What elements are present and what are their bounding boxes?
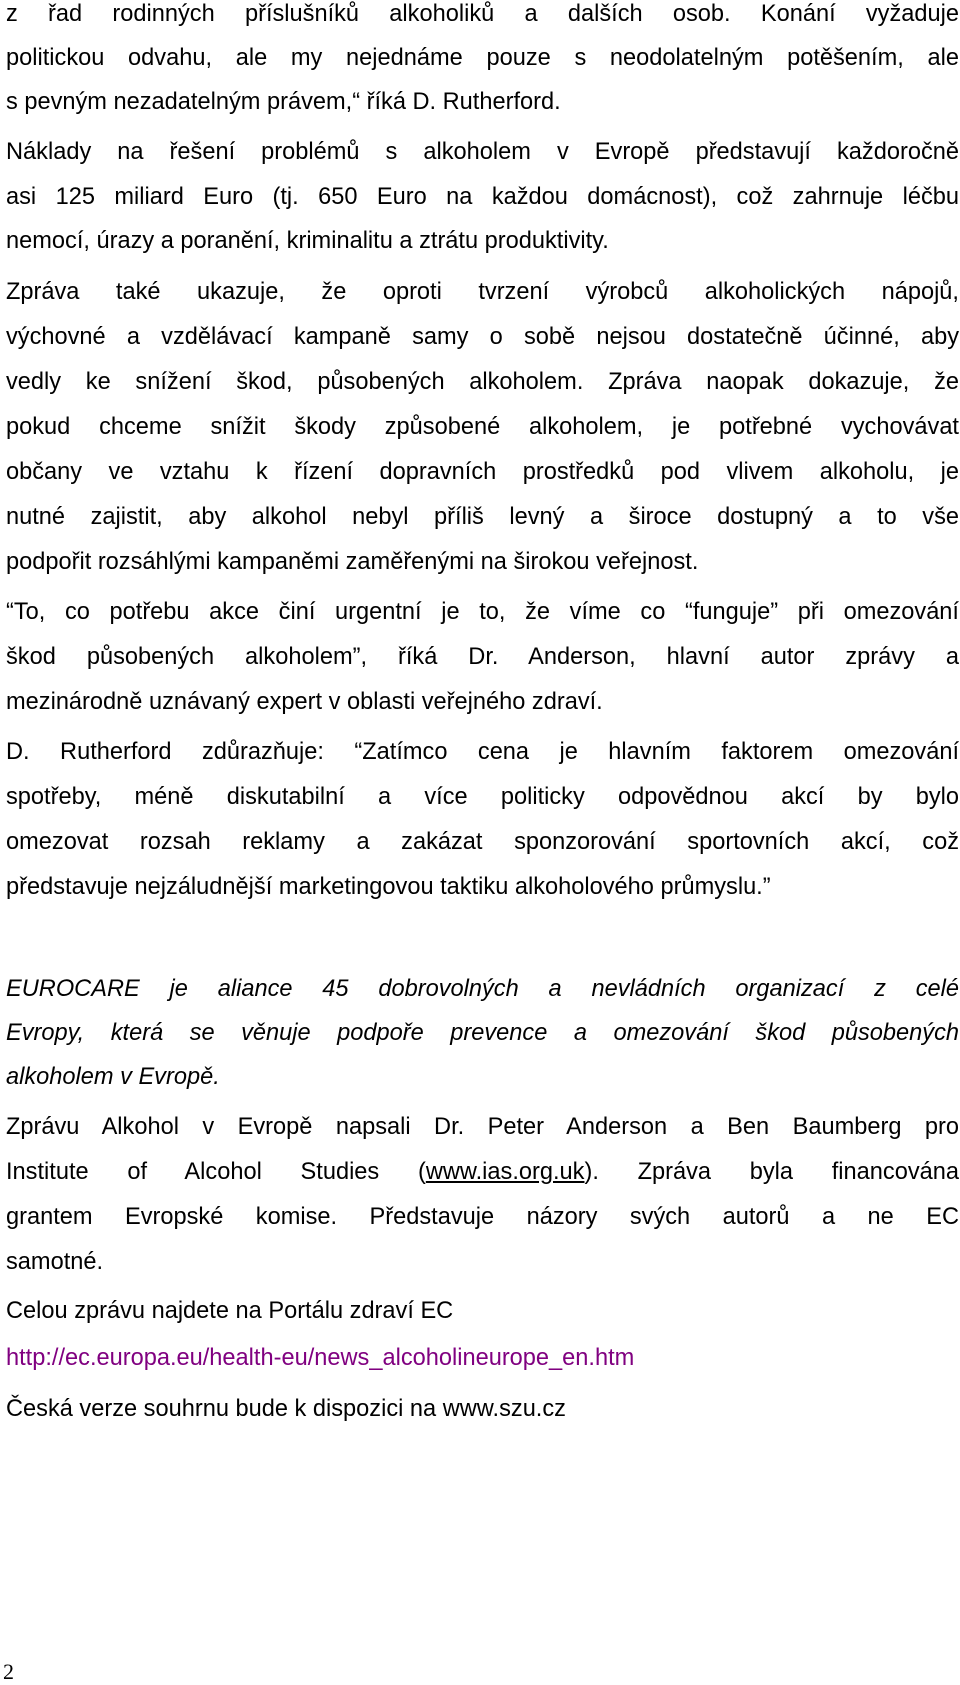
authors-line [6,1158,959,1186]
portal-text: Celou zprávu najdete na Portálu zdraví EC [6,1298,454,1324]
text-line: občany ve vztahu k řízení dopravních prostředků pod vlivem alkoholu, je [6,459,959,485]
text-line: nutné zajistit, aby alkohol nebyl příliš levný a široce dostupný a to vše [6,504,959,530]
text-line: představuje nejzáludnější marketingovou taktiku alkoholového průmyslu.” [6,874,771,900]
text-line: podpořit rozsáhlými kampaněmi zaměřenými na širokou veřejnost. [6,549,699,575]
authors-line-prefix: Institute of Alcohol Studies ( [6,1159,426,1185]
page-number: 2 [3,1659,14,1684]
text-line: “To, co potřebu akce činí urgentní je to, že víme co “funguje” při omezování [6,599,959,625]
text-line: D. Rutherford zdůrazňuje: “Zatímco cena je hlavním faktorem omezování [6,739,959,765]
authors-line: grantem Evropské komise. Představuje názory svých autorů a ne EC [6,1204,959,1230]
text-line: z řad rodinných příslušníků alkoholiků a dalších osob. Konání vyžaduje [6,1,959,27]
text-line: omezovat rozsah reklamy a zakázat sponzorování sportovních akcí, což [6,829,959,855]
authors-line: Zprávu Alkohol v Evropě napsali Dr. Peter Anderson a Ben Baumberg pro [6,1114,959,1140]
text-line: politickou odvahu, ale my nejednáme pouze s neodolatelným potěšením, ale [6,45,959,71]
eurocare-line: Evropy, která se věnuje podpoře prevence a omezování škod působených [6,1020,959,1046]
eurocare-line: EUROCARE je aliance 45 dobrovolných a nevládních organizací z celé [6,976,959,1002]
text-line: mezinárodně uznávaný expert v oblasti veřejného zdraví. [6,689,603,715]
text-line: škod působených alkoholem”, říká Dr. Anderson, hlavní autor zprávy a [6,644,959,670]
text-line: vedly ke snížení škod, působených alkoholem. Zpráva naopak dokazuje, že [6,369,959,395]
ias-link[interactable]: www.ias.org.uk [425,1159,585,1185]
text-line: pokud chceme snížit škody způsobené alkoholem, je potřebné vychovávat [6,414,959,440]
text-line: s pevným nezadatelným právem,“ říká D. Rutherford. [6,89,561,115]
text-line: Zpráva také ukazuje, že oproti tvrzení výrobců alkoholických nápojů, [6,279,959,305]
text-line: nemocí, úrazy a poranění, kriminalitu a ztrátu produktivity. [6,228,609,254]
eurocare-line: alkoholem v Evropě. [6,1064,220,1090]
authors-line-suffix: ). Zpráva byla financována [584,1159,959,1185]
text-line: Náklady na řešení problémů s alkoholem v Evropě představují každoročně [6,139,959,165]
authors-line: samotné. [6,1249,104,1275]
text-line: výchovné a vzdělávací kampaně samy o sobě nejsou dostatečně účinné, aby [6,324,959,350]
text-line: spotřeby, méně diskutabilní a více politicky odpovědnou akcí by bylo [6,784,959,810]
portal-link[interactable]: http://ec.europa.eu/health-eu/news_alcoholineurope_en.htm [6,1345,635,1371]
czech-version-text: Česká verze souhrnu bude k dispozici na www.szu.cz [6,1396,566,1422]
text-line: asi 125 miliard Euro (tj. 650 Euro na každou domácnost), což zahrnuje léčbu [6,184,959,210]
